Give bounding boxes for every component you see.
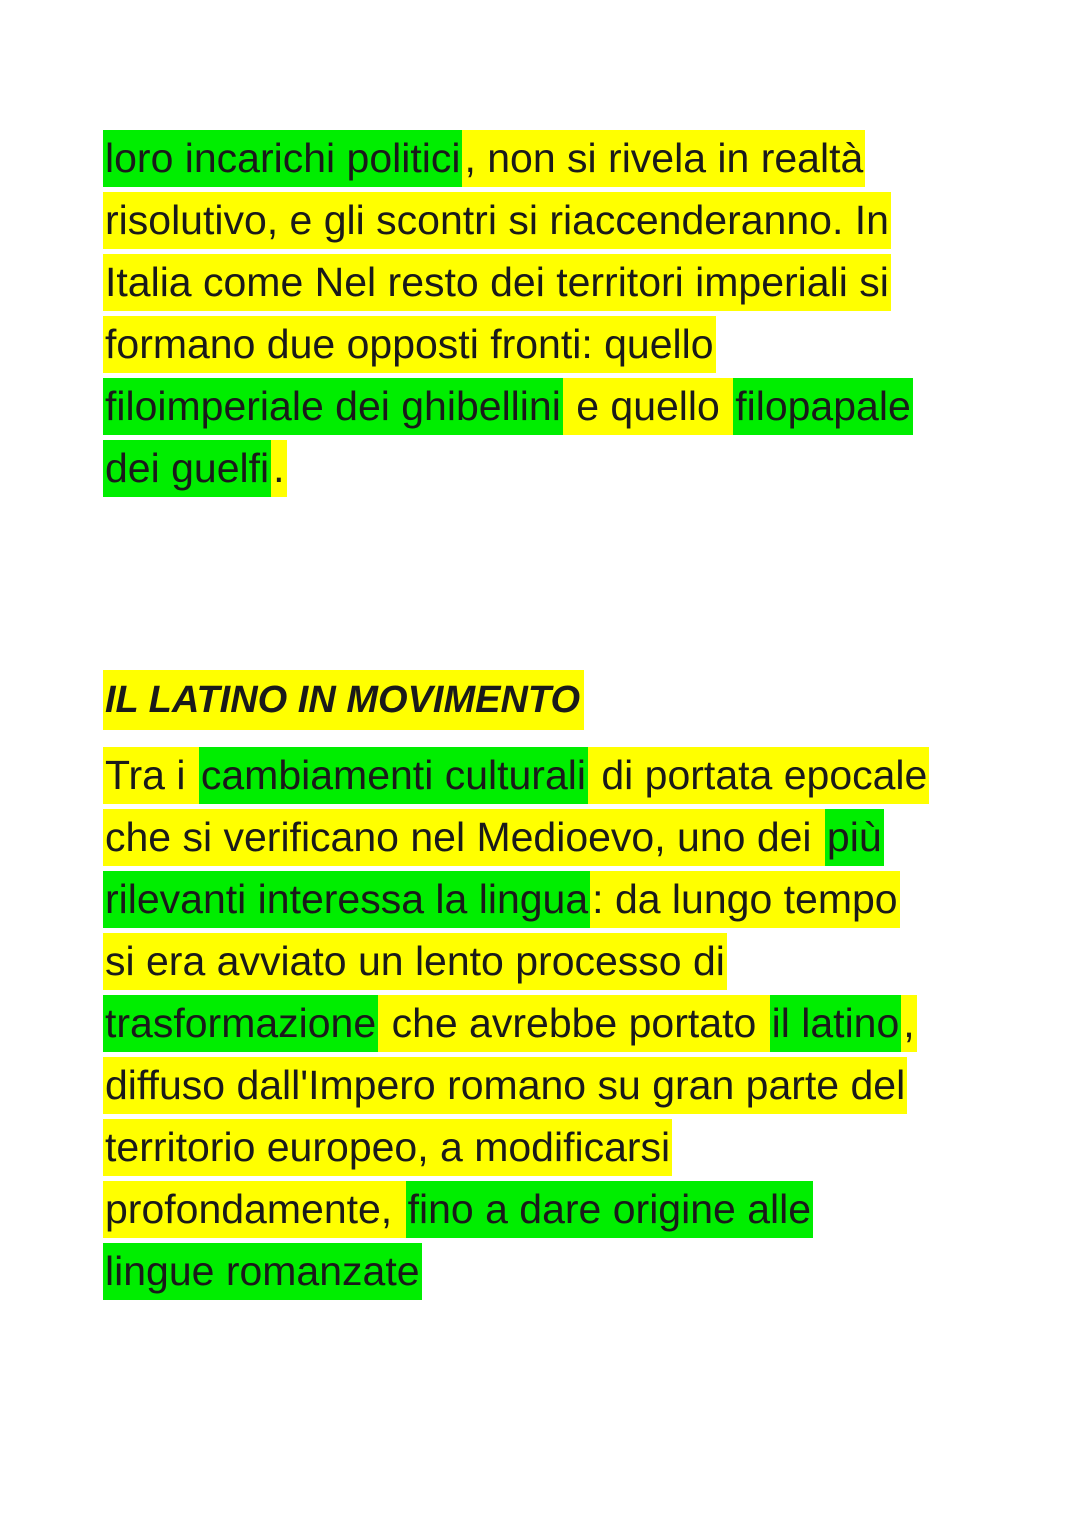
- highlighted-text: diffuso dall'Impero romano su gran parte del: [103, 1057, 907, 1114]
- highlighted-text: ,: [901, 995, 916, 1052]
- highlighted-text: loro incarichi politici: [103, 130, 462, 187]
- text-line: [103, 190, 993, 252]
- highlighted-text: lingue romanzate: [103, 1243, 422, 1300]
- section-heading: IL LATINO IN MOVIMENTO: [103, 670, 584, 730]
- text-line: [103, 1179, 993, 1241]
- text-line: [103, 128, 993, 190]
- highlighted-text: : da lungo tempo: [590, 871, 899, 928]
- highlighted-text: e quello: [563, 378, 733, 435]
- highlighted-text: , non si rivela in realtà: [462, 130, 865, 187]
- text-line: [103, 314, 993, 376]
- paragraph-latino: [103, 745, 993, 1303]
- highlighted-text: .: [271, 440, 286, 497]
- highlighted-text: filopapale: [733, 378, 913, 435]
- highlighted-text: formano due opposti fronti: quello: [103, 316, 716, 373]
- text-line: [103, 252, 993, 314]
- highlighted-text: di portata epocale: [588, 747, 929, 804]
- text-line: [103, 931, 993, 993]
- text-line: [103, 438, 993, 500]
- highlighted-text: dei guelfi: [103, 440, 271, 497]
- highlighted-text: fino a dare origine alle: [406, 1181, 813, 1238]
- highlighted-text: risolutivo, e gli scontri si riaccenderanno. In: [103, 192, 891, 249]
- highlighted-text: profondamente,: [103, 1181, 406, 1238]
- highlighted-text: trasformazione: [103, 995, 378, 1052]
- highlighted-text: più: [825, 809, 884, 866]
- highlighted-text: che si verificano nel Medioevo, uno dei: [103, 809, 825, 866]
- highlighted-text: cambiamenti culturali: [199, 747, 588, 804]
- text-line: [103, 807, 993, 869]
- highlighted-text: rilevanti interessa la lingua: [103, 871, 590, 928]
- text-line: [103, 993, 993, 1055]
- highlighted-text: che avrebbe portato: [378, 995, 769, 1052]
- text-line: [103, 376, 993, 438]
- text-line: [103, 1241, 993, 1303]
- highlighted-text: Tra i: [103, 747, 199, 804]
- highlighted-text: filoimperiale dei ghibellini: [103, 378, 563, 435]
- text-line: [103, 1055, 993, 1117]
- text-line: [103, 745, 993, 807]
- paragraph-guelfi-ghibellini: [103, 128, 993, 500]
- text-line: [103, 869, 993, 931]
- highlighted-text: Italia come Nel resto dei territori imperiali si: [103, 254, 891, 311]
- text-line: [103, 1117, 993, 1179]
- highlighted-text: il latino: [770, 995, 902, 1052]
- highlighted-text: si era avviato un lento processo di: [103, 933, 727, 990]
- highlighted-text: territorio europeo, a modificarsi: [103, 1119, 672, 1176]
